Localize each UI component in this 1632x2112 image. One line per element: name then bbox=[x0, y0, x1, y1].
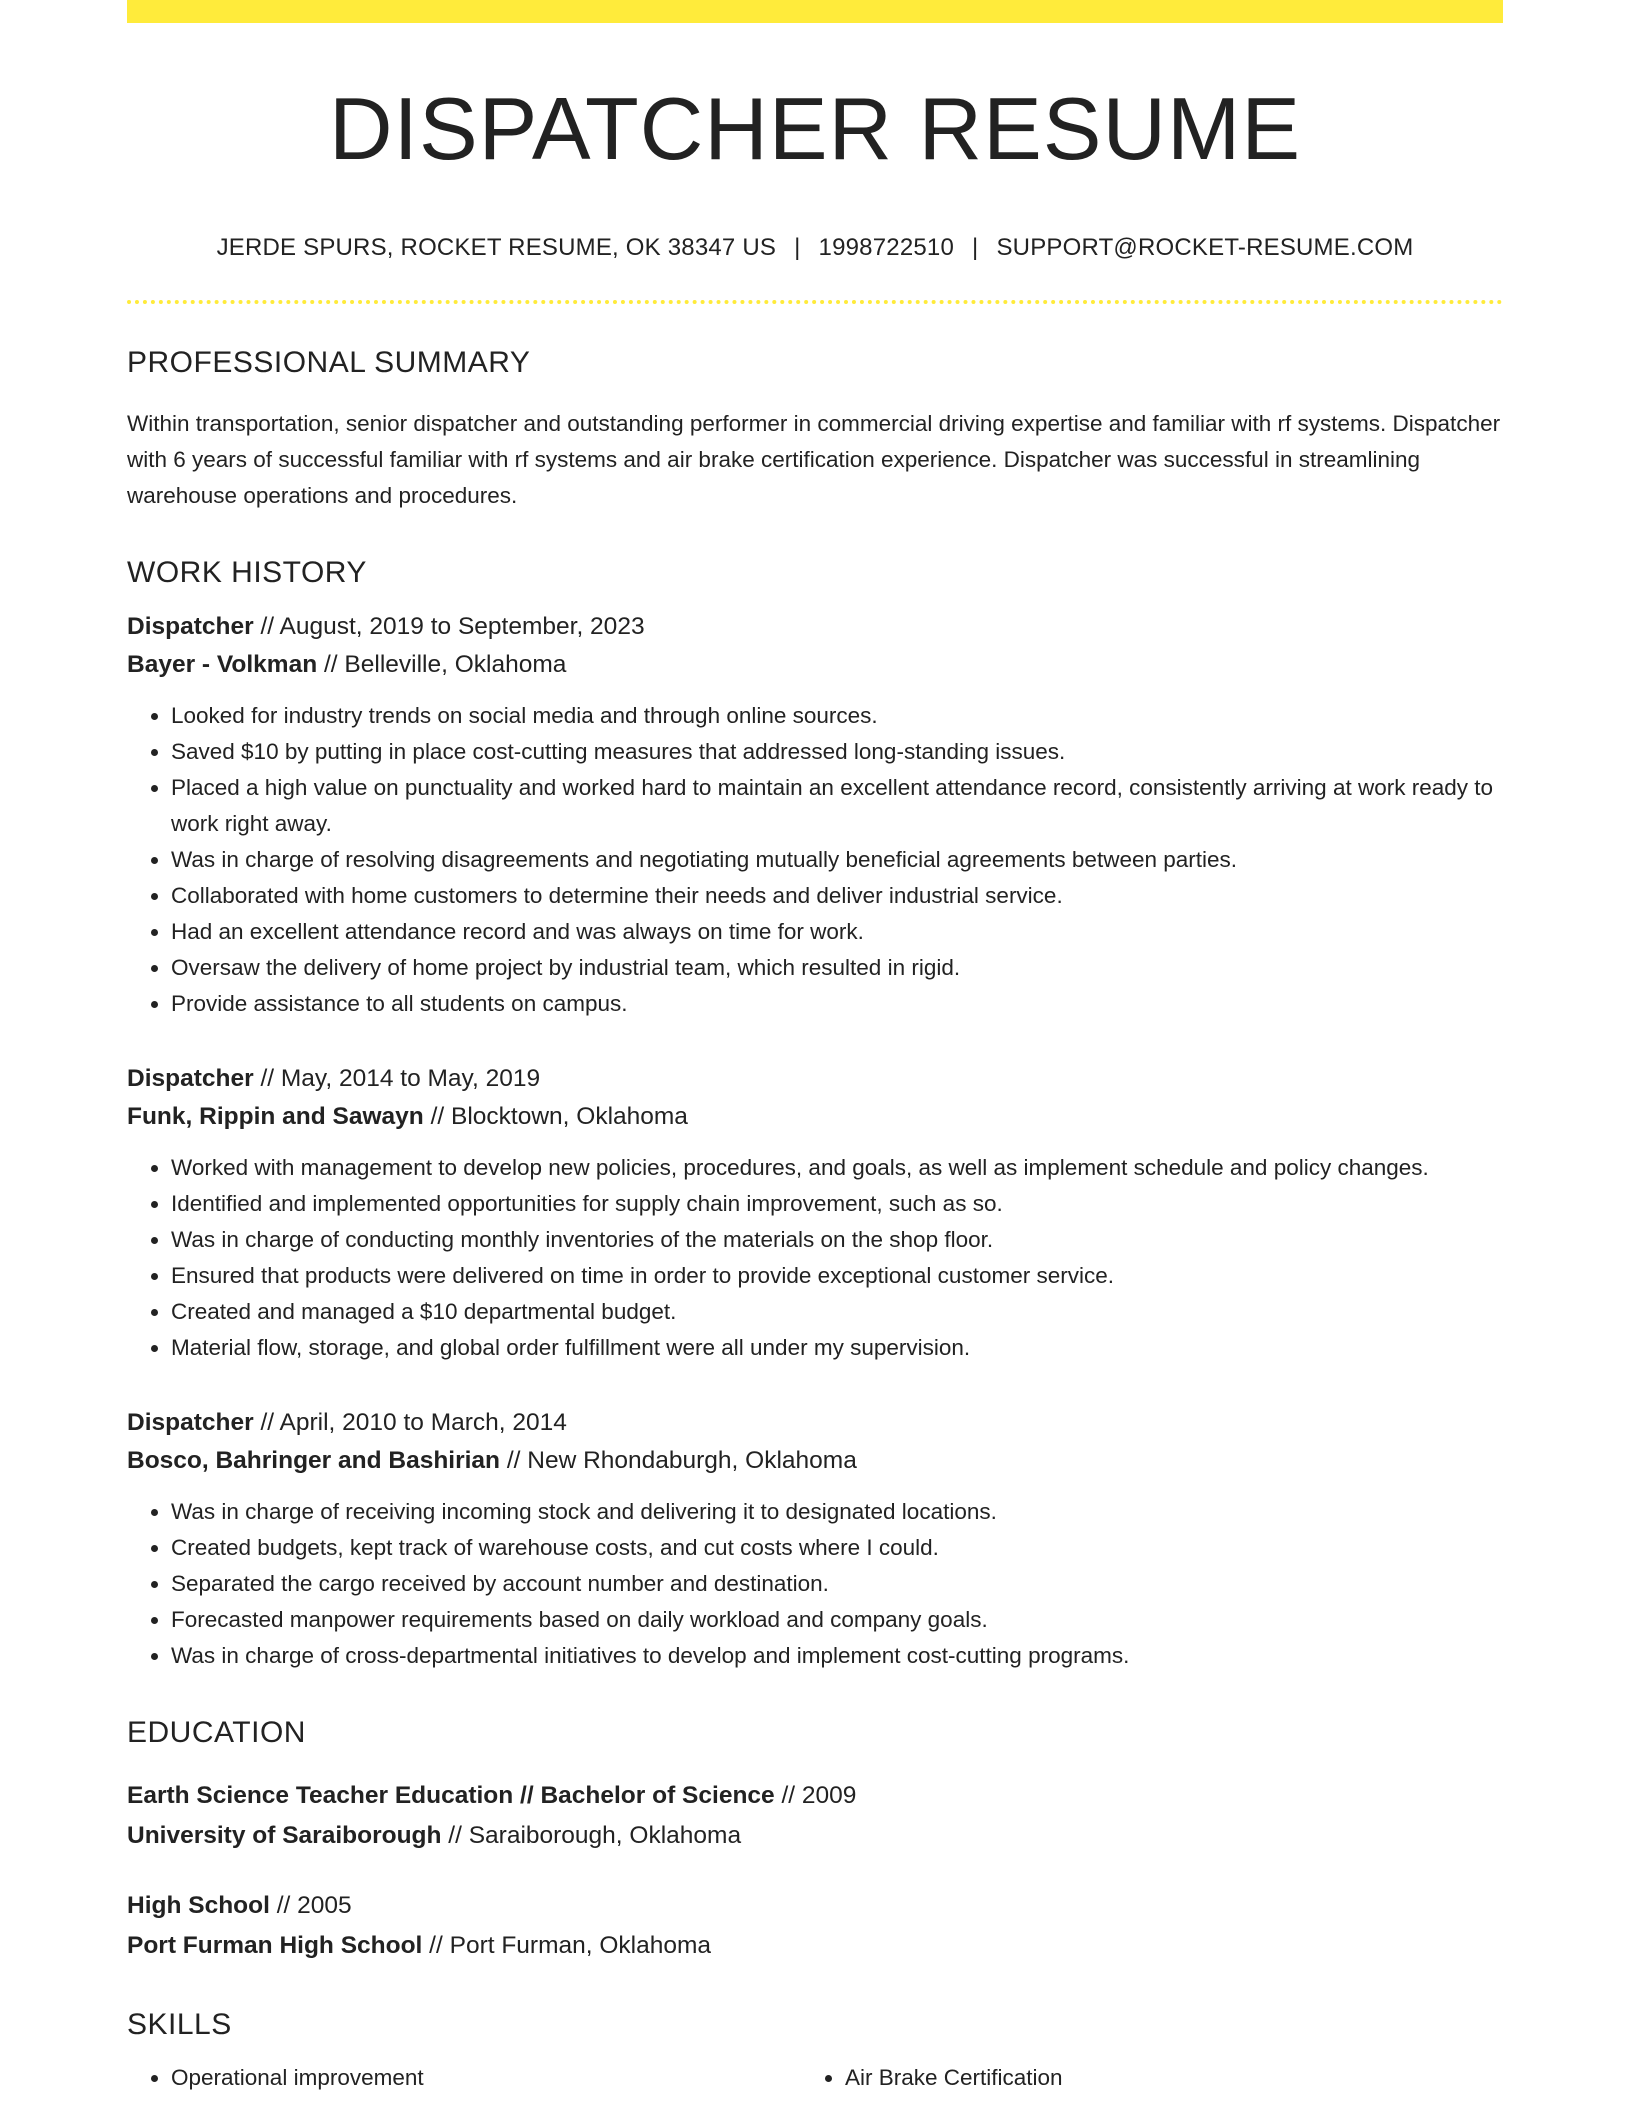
job-bullet: • Material flow, storage, and global order fulfillment were all under my supervision. bbox=[171, 1330, 1503, 1366]
summary-heading: PROFESSIONAL SUMMARY bbox=[127, 345, 531, 379]
dotted-divider bbox=[127, 300, 1503, 304]
job-bullet: • Created and managed a $10 departmental budget. bbox=[171, 1294, 1503, 1330]
job-bullet: • Worked with management to develop new policies, procedures, and goals, as well as implement schedule and policy changes. bbox=[171, 1150, 1503, 1186]
contact-address: JERDE SPURS, ROCKET RESUME, OK 38347 US bbox=[216, 233, 777, 261]
skills-column-left bbox=[127, 2060, 801, 2096]
job-title: Dispatcher bbox=[127, 1064, 254, 1092]
education-degree-line bbox=[127, 1886, 1503, 1926]
summary-text: Within transportation, senior dispatcher and outstanding performer in commercial driving expertise and familiar with rf systems. Dispatcher with 6 years of successful familiar with rf systems and air brake certification experience. Dispatcher was successful in streamlining warehouse operations and procedures. bbox=[127, 410, 1501, 508]
job-bullet: • Placed a high value on punctuality and worked hard to maintain an excellent attendance record, consistently arriving at work ready to work right away. bbox=[171, 770, 1503, 842]
contact-phone: 1998722510 bbox=[818, 233, 955, 261]
job-dates: // August, 2019 to September, 2023 bbox=[253, 612, 645, 640]
contact-line bbox=[127, 234, 1503, 262]
job-bullet: • Had an excellent attendance record and was always on time for work. bbox=[171, 914, 1503, 950]
job-title-line bbox=[127, 608, 1503, 646]
education-degree-line bbox=[127, 1776, 1503, 1816]
skills-heading: SKILLS bbox=[127, 2007, 232, 2041]
job-bullet: • Collaborated with home customers to determine their needs and deliver industrial service. bbox=[171, 878, 1503, 914]
job-dates: // May, 2014 to May, 2019 bbox=[253, 1064, 541, 1092]
skill-item: • Air Brake Certification bbox=[845, 2060, 1475, 2096]
job-bullet: • Saved $10 by putting in place cost-cutting measures that addressed long-standing issues. bbox=[171, 734, 1503, 770]
contact-separator: | bbox=[794, 233, 801, 261]
job-bullet: • Was in charge of conducting monthly inventories of the materials on the shop floor. bbox=[171, 1222, 1503, 1258]
work-history-list bbox=[127, 608, 1503, 1674]
job-entry bbox=[127, 1404, 1503, 1674]
contact-email[interactable]: SUPPORT@ROCKET-RESUME.COM bbox=[996, 233, 1414, 261]
job-company: Bayer - Volkman bbox=[127, 650, 318, 678]
education-heading: EDUCATION bbox=[127, 1715, 306, 1749]
education-degree: High School bbox=[127, 1891, 270, 1919]
job-dates: // April, 2010 to March, 2014 bbox=[253, 1408, 567, 1436]
job-bullet: • Ensured that products were delivered on time in order to provide exceptional customer service. bbox=[171, 1258, 1503, 1294]
education-school: Port Furman High School bbox=[127, 1931, 423, 1959]
skills-column-right bbox=[801, 2060, 1475, 2096]
job-title-line bbox=[127, 1060, 1503, 1098]
education-school-line bbox=[127, 1926, 1503, 1966]
job-title: Dispatcher bbox=[127, 612, 254, 640]
job-location: // Blocktown, Oklahoma bbox=[423, 1102, 688, 1130]
job-entry bbox=[127, 1060, 1503, 1366]
accent-bar bbox=[127, 0, 1503, 23]
education-entry bbox=[127, 1776, 1503, 1856]
education-entry bbox=[127, 1886, 1503, 1966]
skill-item: • Operational improvement bbox=[171, 2060, 801, 2096]
resume-title: DISPATCHER RESUME bbox=[328, 79, 1302, 178]
job-bullets bbox=[127, 698, 1503, 1022]
job-bullet: • Looked for industry trends on social media and through online sources. bbox=[171, 698, 1503, 734]
education-degree: Earth Science Teacher Education // Bachelor of Science bbox=[127, 1781, 775, 1809]
contact-separator: | bbox=[972, 233, 979, 261]
job-bullet: • Provide assistance to all students on campus. bbox=[171, 986, 1503, 1022]
education-year: // 2009 bbox=[774, 1781, 857, 1809]
job-location: // Belleville, Oklahoma bbox=[317, 650, 567, 678]
education-school-line bbox=[127, 1816, 1503, 1856]
job-entry bbox=[127, 608, 1503, 1022]
job-bullets bbox=[127, 1150, 1503, 1366]
job-company: Bosco, Bahringer and Bashirian bbox=[127, 1446, 501, 1474]
job-bullets bbox=[127, 1494, 1503, 1674]
resume-page bbox=[127, 0, 1503, 2096]
education-school: University of Saraiborough bbox=[127, 1821, 442, 1849]
job-bullet: • Separated the cargo received by account number and destination. bbox=[171, 1566, 1503, 1602]
job-bullet: • Was in charge of receiving incoming stock and delivering it to designated locations. bbox=[171, 1494, 1503, 1530]
job-bullet: • Oversaw the delivery of home project by industrial team, which resulted in rigid. bbox=[171, 950, 1503, 986]
job-bullet: • Identified and implemented opportunities for supply chain improvement, such as so. bbox=[171, 1186, 1503, 1222]
education-year: // 2005 bbox=[269, 1891, 352, 1919]
job-bullet: • Was in charge of cross-departmental initiatives to develop and implement cost-cutting programs. bbox=[171, 1638, 1503, 1674]
education-list bbox=[127, 1776, 1503, 1966]
job-title-line bbox=[127, 1404, 1503, 1442]
job-company: Funk, Rippin and Sawayn bbox=[127, 1102, 424, 1130]
job-company-line bbox=[127, 1442, 1503, 1480]
education-location: // Saraiborough, Oklahoma bbox=[441, 1821, 742, 1849]
job-location: // New Rhondaburgh, Oklahoma bbox=[500, 1446, 857, 1474]
job-title: Dispatcher bbox=[127, 1408, 254, 1436]
job-bullet: • Forecasted manpower requirements based on daily workload and company goals. bbox=[171, 1602, 1503, 1638]
job-company-line bbox=[127, 1098, 1503, 1136]
job-bullet: • Was in charge of resolving disagreements and negotiating mutually beneficial agreements between parties. bbox=[171, 842, 1503, 878]
job-bullet: • Created budgets, kept track of warehouse costs, and cut costs where I could. bbox=[171, 1530, 1503, 1566]
skills-grid bbox=[127, 2060, 1503, 2096]
education-location: // Port Furman, Oklahoma bbox=[422, 1931, 712, 1959]
work-history-heading: WORK HISTORY bbox=[127, 555, 367, 589]
job-company-line bbox=[127, 646, 1503, 684]
